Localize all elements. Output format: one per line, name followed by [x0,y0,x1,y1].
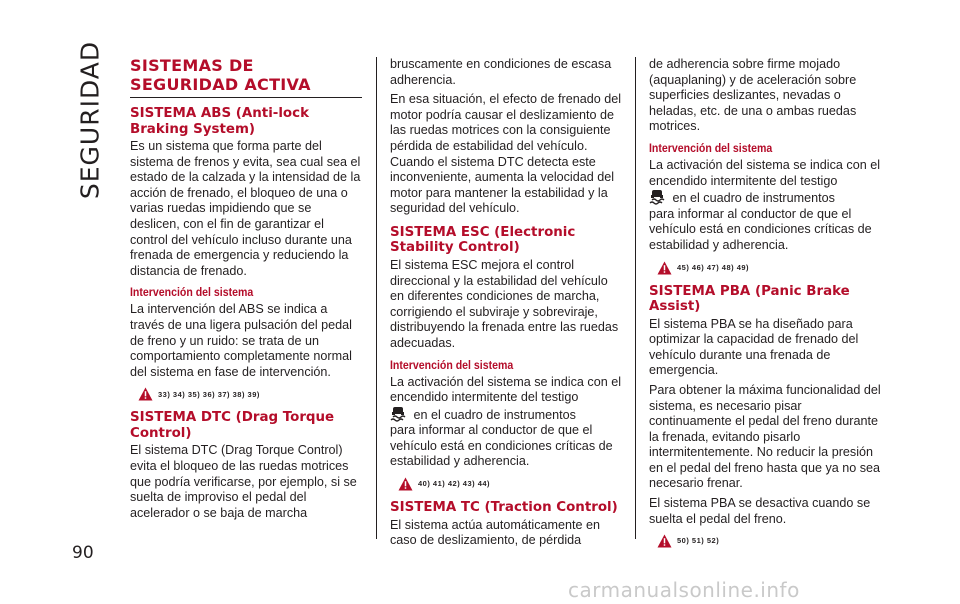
tc-warning-refs: 45) 46) 47) 48) 49) [657,260,881,276]
esc-paragraph: El sistema ESC mejora el control direccional y la estabilidad del vehículo en diferentes condiciones de marcha, corrigiendo el subviraje y sobreviraje, distribuyendo la frenada entre las ruedas adecuadas. [390,257,619,350]
page-title: SISTEMAS DE SEGURIDAD ACTIVA [130,57,362,98]
tc-continued-paragraph: de adherencia sobre firme mojado (aquaplaning) y de aceleración sobre superficies deslizantes, nevadas o heladas, etc. de una o ambas ruedas motrices. [649,57,857,134]
abs-warning-refs: 33) 34) 35) 36) 37) 38) 39) [138,386,362,402]
column-divider [376,57,377,539]
esc-intervention-paragraph: La activación del sistema se indica con el encendido intermitente del testigo en el cuadro de instrumentos para informar al conductor de que el vehículo está en condiciones críticas de estabilidad y adherencia. [390,374,622,469]
dtc-heading: SISTEMA DTC (Drag Torque Control) [130,410,335,441]
abs-heading: SISTEMA ABS (Anti-lock Braking System) [130,106,309,137]
abs-paragraph: Es un sistema que forma parte del sistema de frenos y evita, sea cual sea el estado de la calzada y la intensidad de la acción de frenado, el bloqueo de una o varias ruedas impidiendo que se deslicen, con el fin de garantizar el control del vehículo incluso durante una frenada de emergencia y reduciendo la distancia de frenado. [130,139,361,278]
page-number: 90 [72,543,94,563]
esc-heading: SISTEMA ESC (Electronic Stability Control) [390,224,576,256]
warning-triangle-icon [138,387,153,401]
tc-intervention-paragraph: La activación del sistema se indica con el encendido intermitente del testigo en el cuadro de instrumentos para informar al conductor de que el vehículo está en condiciones críticas de estabilidad y adherencia. [649,157,881,252]
pba-heading: SISTEMA PBA (Panic Brake Assist) [649,283,850,315]
pba-paragraph-2: Para obtener la máxima funcionalidad del sistema, es necesario pisar continuamente el pedal del freno durante la frenada, evitando pisarlo intermitentemente. No reducir la presión en el pedal del freno hasta que ya no sea necesario frenar. [649,382,881,491]
pba-paragraph-3: El sistema PBA se desactiva cuando se suelta el pedal del freno. [649,496,871,526]
watermark: carmanualsonline.info [568,578,800,602]
pba-paragraph-1: El sistema PBA se ha diseñado para optimizar la capacidad de frenado del vehículo durante una frenada de emergencia. [649,316,859,378]
column-3 [649,57,881,555]
dtc-effect-paragraph: En esa situación, el efecto de frenado del motor podría causar el deslizamiento de las ruedas motrices con la consiguiente pérdida de estabilidad del vehículo. Cuando el sistema DTC detecta este inconveniente, aumenta la velocidad del motor para mantener la estabilidad y la seguridad del vehículo. [390,92,622,216]
column-divider [635,57,636,539]
dtc-paragraph: El sistema DTC (Drag Torque Control) evita el bloqueo de las ruedas motrices que podría verificarse, por ejemplo, si se suelta de improviso el pedal del acelerador o se baja de marcha [130,443,357,520]
esc-indicator-icon [390,406,406,422]
column-2 [390,57,622,553]
warning-triangle-icon [657,534,672,548]
column-1 [130,57,362,525]
abs-intervention-paragraph: La intervención del ABS se indica a través de una ligera pulsación del pedal de freno y un ruido: se trata de un comportamiento completamente normal del sistema en fase de intervención. [130,302,352,379]
tc-intervention-heading: Intervención del sistema [649,140,773,155]
abs-intervention-heading: Intervención del sistema [130,285,254,300]
warning-triangle-icon [657,261,672,275]
esc-intervention-heading: Intervención del sistema [390,357,514,372]
tc-paragraph: El sistema actúa automáticamente en caso de deslizamiento, de pérdida [390,517,601,548]
esc-warning-refs: 40) 41) 42) 43) 44) [398,476,622,492]
section-side-title: SEGURIDAD [75,40,105,200]
pba-warning-refs: 50) 51) 52) [657,533,881,549]
tc-heading: SISTEMA TC (Traction Control) [390,500,618,516]
esc-indicator-icon [649,189,665,205]
warning-triangle-icon [398,477,413,491]
dtc-continued-paragraph: bruscamente en condiciones de escasa adherencia. [390,57,612,87]
